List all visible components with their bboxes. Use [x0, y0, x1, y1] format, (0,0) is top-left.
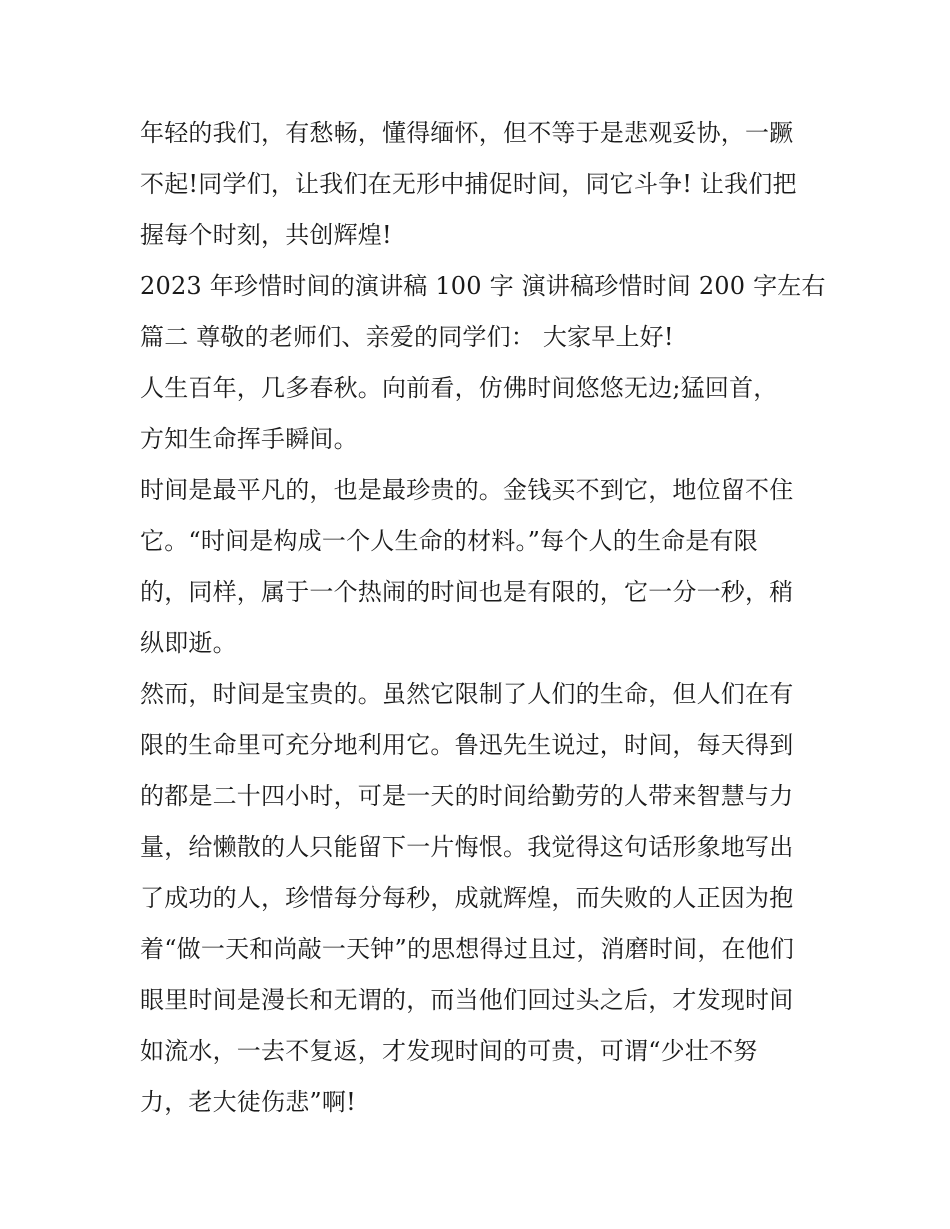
text-line: 人生百年，几多春秋。向前看，仿佛时间悠悠无边;猛回首，: [140, 374, 778, 402]
text-line: 然而，时间是宝贵的。虽然它限制了人们的生命，但人们在有: [140, 680, 794, 708]
section-title: 2023 年珍惜时间的演讲稿 100 字 演讲稿珍惜时间 200 字左右: [140, 272, 826, 300]
text-line: 了成功的人，珍惜每分每秒，成就辉煌，而失败的人正因为抱: [140, 884, 794, 912]
text-line: 握每个时刻，共创辉煌!: [140, 221, 392, 249]
text-line: 的都是二十四小时，可是一天的时间给勤劳的人带来智慧与力: [140, 782, 794, 810]
text-line: 的，同样，属于一个热闹的时间也是有限的，它一分一秒，稍: [140, 578, 794, 606]
document-body: [140, 108, 826, 1128]
text-line: 量，给懒散的人只能留下一片悔恨。我觉得这句话形象地写出: [140, 833, 794, 861]
text-line: 不起!同学们，让我们在无形中捕促时间，同它斗争! 让我们把: [140, 170, 797, 198]
text-line: 纵即逝。: [140, 629, 237, 657]
text-line: 力，老大徒伤悲”啊!: [140, 1088, 356, 1116]
text-line: 篇二 尊敬的老师们、亲爱的同学们： 大家早上好!: [140, 323, 674, 351]
text-line: 年轻的我们，有愁畅，懂得缅怀，但不等于是悲观妥协，一蹶: [140, 119, 794, 147]
text-line: 方知生命挥手瞬间。: [140, 425, 358, 453]
text-line: 它。“时间是构成一个人生命的材料。”每个人的生命是有限: [140, 527, 758, 555]
text-line: 眼里时间是漫长和无谓的，而当他们回过头之后，才发现时间: [140, 986, 794, 1014]
text-line: 着“做一天和尚敲一天钟”的思想得过且过，消磨时间，在他们: [140, 935, 795, 963]
text-line: 如流水，一去不复返，才发现时间的可贵，可谓“少壮不努: [140, 1037, 758, 1065]
text-line: 时间是最平凡的，也是最珍贵的。金钱买不到它，地位留不住: [140, 476, 794, 504]
text-line: 限的生命里可充分地利用它。鲁迅先生说过，时间，每天得到: [140, 731, 794, 759]
